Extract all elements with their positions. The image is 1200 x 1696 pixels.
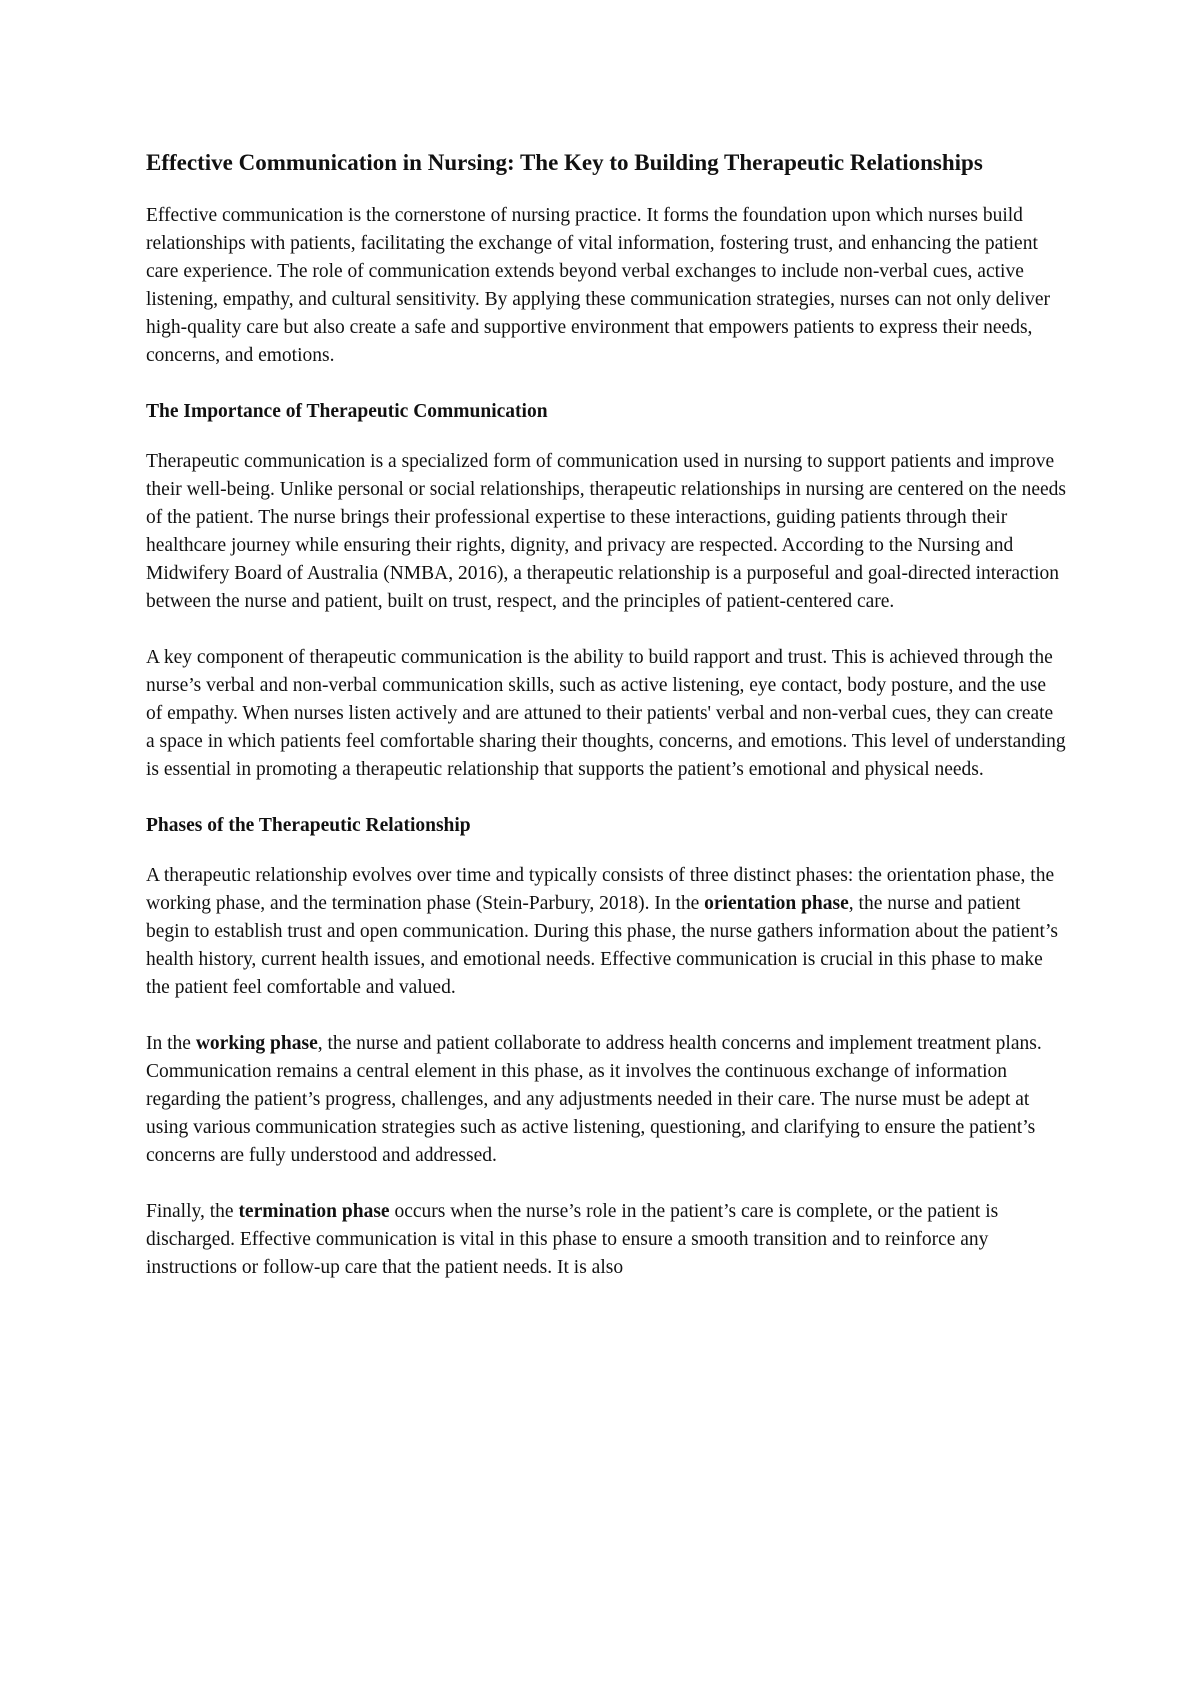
working-phase-paragraph <box>146 1030 1066 1170</box>
section-heading-importance: The Importance of Therapeutic Communication <box>146 401 548 422</box>
termination-phase-term: termination phase <box>238 1201 390 1222</box>
importance-paragraph-1: Therapeutic communication is a specialized form of communication used in nursing to support patients and improve their well-being. Unlike personal or social relationships, therapeutic relationships in nursing are centered on the needs of the patient. The nurse brings their professional expertise to these interactions, guiding patients through their healthcare journey while ensuring their rights, dignity, and privacy are respected. According to the Nursing and Midwifery Board of Australia (NMBA, 2016), a therapeutic relationship is a purposeful and goal-directed interaction between the nurse and patient, built on trust, respect, and the principles of patient-centered care. <box>146 451 1067 612</box>
termination-text-before: Finally, the <box>146 1201 239 1222</box>
orientation-text-before: A therapeutic relationship evolves over time and typically consists of three distinct phases: the orientation phase, the working phase, and the termination phase (Stein-Parbury, 2018). In the <box>146 865 1055 914</box>
importance-paragraph-2: A key component of therapeutic communication is the ability to build rapport and trust. This is achieved through the nurse’s verbal and non-verbal communication skills, such as active listening, eye contact, body posture, and the use of empathy. When nurses listen actively and are attuned to their patients' verbal and non-verbal cues, they can create a space in which patients feel comfortable sharing their thoughts, concerns, and emotions. This level of understanding is essential in promoting a therapeutic relationship that supports the patient’s emotional and physical needs. <box>146 647 1066 780</box>
termination-phase-paragraph <box>146 1198 1066 1282</box>
orientation-phase-term: orientation phase <box>704 893 849 914</box>
working-text-after: , the nurse and patient collaborate to address health concerns and implement treatment plans. Communication remains a central element in this phase, as it involves the continuous exchange of information regarding the patient’s progress, challenges, and any adjustments needed in their care. The nurse must be adept at using various communication strategies such as active listening, questioning, and clarifying to ensure the patient’s concerns are fully understood and addressed. <box>146 1033 1042 1166</box>
working-text-before: In the <box>146 1033 196 1054</box>
orientation-text-after: , the nurse and patient begin to establish trust and open communication. During this phase, the nurse gathers information about the patient’s health history, current health issues, and emotional needs. Effective communication is crucial in this phase to make the patient feel comfortable and valued. <box>146 893 1058 998</box>
document-page <box>146 146 1066 1310</box>
working-phase-term: working phase <box>195 1033 318 1054</box>
document-title: Effective Communication in Nursing: The Key to Building Therapeutic Relationships <box>146 150 983 175</box>
intro-paragraph: Effective communication is the cornerstone of nursing practice. It forms the foundation upon which nurses build relationships with patients, facilitating the exchange of vital information, fostering trust, and enhancing the patient care experience. The role of communication extends beyond verbal exchanges to include non-verbal cues, active listening, empathy, and cultural sensitivity. By applying these communication strategies, nurses can not only deliver high-quality care but also create a safe and supportive environment that empowers patients to express their needs, concerns, and emotions. <box>146 205 1051 366</box>
orientation-phase-paragraph <box>146 862 1066 1002</box>
section-heading-phases: Phases of the Therapeutic Relationship <box>146 815 471 836</box>
termination-text-after: occurs when the nurse’s role in the patient’s care is complete, or the patient is discharged. Effective communication is vital in this phase to ensure a smooth transition and to reinforce any instructions or follow-up care that the patient needs. It is also <box>146 1201 999 1278</box>
